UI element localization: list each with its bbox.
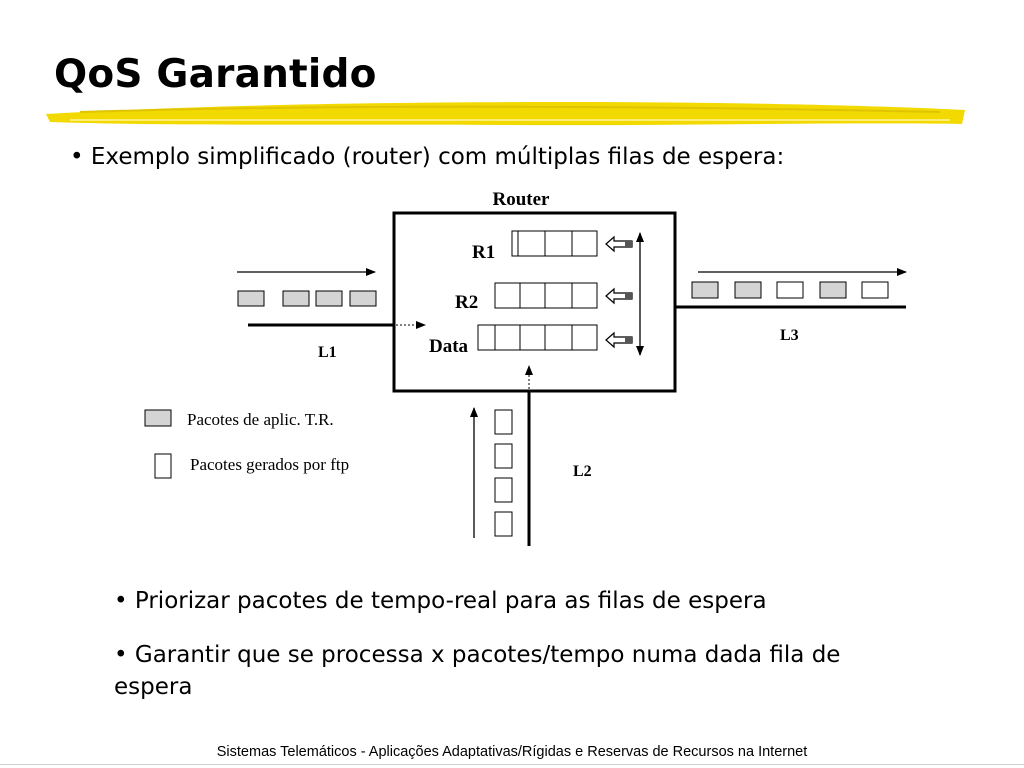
link-l1-label: L1: [318, 344, 337, 361]
legend-realtime-swatch: [145, 410, 171, 426]
legend-realtime-label: Pacotes de aplic. T.R.: [187, 410, 334, 429]
link-l1-packets: [238, 291, 376, 306]
router-label: Router: [492, 189, 550, 210]
link-l2-packets: [495, 410, 512, 536]
queue-label-r2: R2: [455, 292, 479, 313]
bullet-garantir: • Garantir que se processa x pacotes/tempo numa dada fila de: [114, 642, 841, 668]
link-l2-label: L2: [573, 463, 592, 480]
queue-data: [478, 325, 597, 350]
legend-ftp-swatch: [155, 454, 171, 478]
slide-footer: Sistemas Telemáticos - Aplicações Adaptativas/Rígidas e Reservas de Recursos na Internet: [216, 744, 808, 760]
queue-r2: [495, 283, 597, 308]
queue-r1: [512, 231, 597, 256]
legend-ftp-label: Pacotes gerados por ftp: [190, 455, 350, 474]
footer-divider: [0, 764, 1024, 765]
bullet-priorizar: • Priorizar pacotes de tempo-real para as filas de espera: [114, 588, 767, 614]
bullet-intro: • Exemplo simplificado (router) com múltiplas filas de espera:: [70, 144, 785, 170]
bullet-garantir-continued: espera: [114, 674, 193, 700]
slide-title: QoS Garantido: [54, 52, 377, 97]
queue-label-data: Data: [429, 336, 469, 357]
queue-label-r1: R1: [472, 242, 496, 263]
link-l3-packets: [692, 282, 888, 298]
link-l3-label: L3: [780, 327, 799, 344]
